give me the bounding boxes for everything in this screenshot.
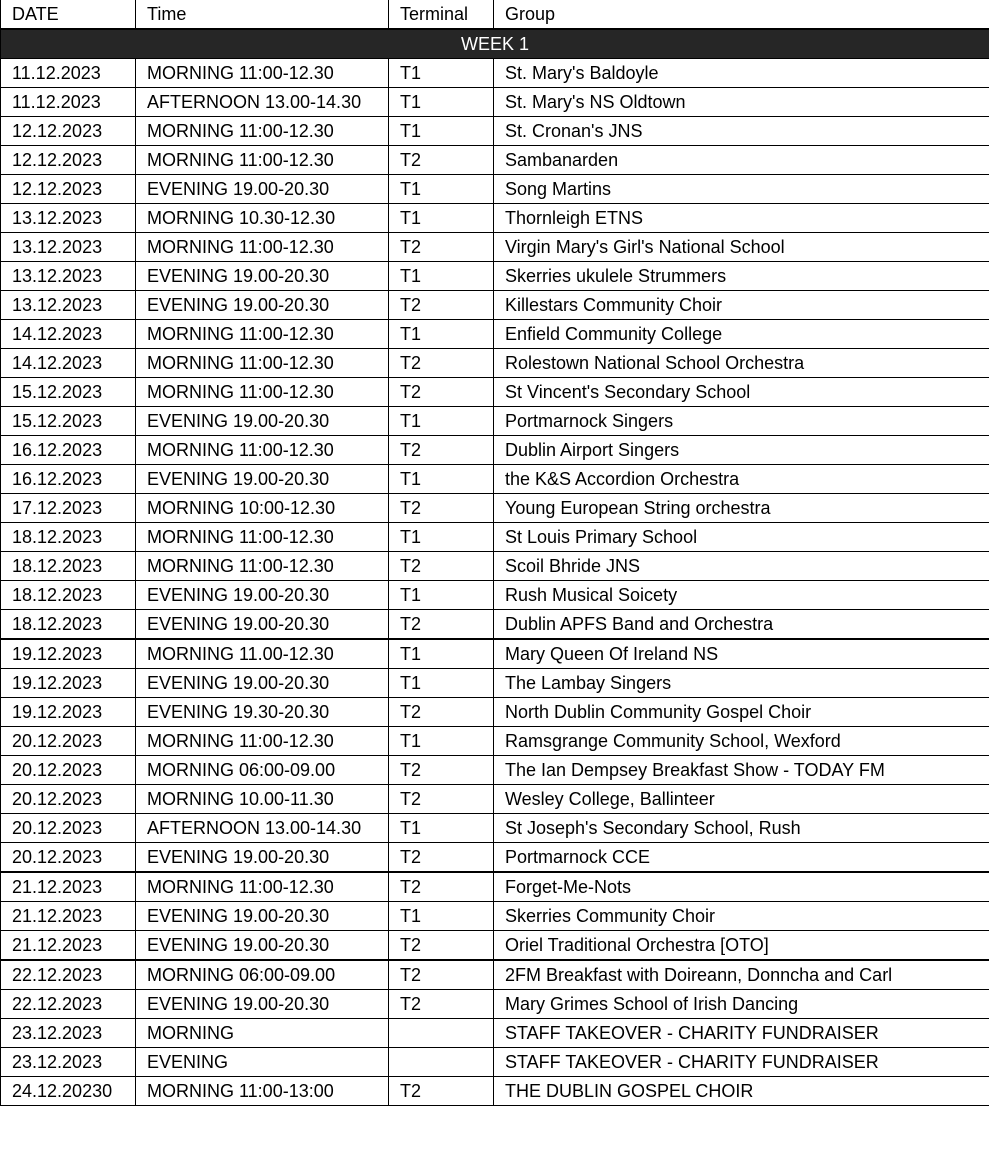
header-terminal: Terminal [389,0,494,29]
cell-date: 17.12.2023 [1,494,136,523]
cell-group: STAFF TAKEOVER - CHARITY FUNDRAISER [494,1048,989,1077]
cell-terminal: T1 [389,523,494,552]
table-row [1,407,989,436]
cell-group: The Lambay Singers [494,669,989,698]
cell-time: EVENING 19.00-20.30 [136,610,389,640]
cell-date: 23.12.2023 [1,1048,136,1077]
cell-date: 22.12.2023 [1,960,136,990]
cell-group: North Dublin Community Gospel Choir [494,698,989,727]
cell-date: 20.12.2023 [1,843,136,873]
cell-group: Oriel Traditional Orchestra [OTO] [494,931,989,961]
week-label: WEEK 1 [1,29,989,59]
cell-terminal: T2 [389,1077,494,1106]
table-row [1,523,989,552]
cell-terminal: T2 [389,378,494,407]
cell-group: The Ian Dempsey Breakfast Show - TODAY FM [494,756,989,785]
cell-time: MORNING 06:00-09.00 [136,756,389,785]
cell-time: EVENING 19.00-20.30 [136,465,389,494]
cell-group: St Louis Primary School [494,523,989,552]
cell-time: EVENING 19.00-20.30 [136,407,389,436]
cell-date: 18.12.2023 [1,523,136,552]
cell-group: Skerries ukulele Strummers [494,262,989,291]
table-row [1,669,989,698]
cell-group: Wesley College, Ballinteer [494,785,989,814]
table-row [1,378,989,407]
cell-group: Dublin APFS Band and Orchestra [494,610,989,640]
cell-terminal: T2 [389,785,494,814]
cell-terminal [389,1019,494,1048]
table-row [1,990,989,1019]
cell-group: Portmarnock CCE [494,843,989,873]
cell-date: 19.12.2023 [1,698,136,727]
cell-group: Killestars Community Choir [494,291,989,320]
cell-terminal: T2 [389,756,494,785]
cell-terminal: T1 [389,175,494,204]
table-row [1,465,989,494]
table-row [1,88,989,117]
table-row [1,436,989,465]
cell-terminal: T2 [389,843,494,873]
cell-time: MORNING 11:00-12.30 [136,872,389,902]
cell-time: EVENING 19.00-20.30 [136,291,389,320]
cell-date: 20.12.2023 [1,814,136,843]
cell-date: 22.12.2023 [1,990,136,1019]
cell-group: St Joseph's Secondary School, Rush [494,814,989,843]
cell-time: MORNING 10.30-12.30 [136,204,389,233]
cell-time: MORNING 11:00-12.30 [136,523,389,552]
cell-group: Virgin Mary's Girl's National School [494,233,989,262]
cell-group: Young European String orchestra [494,494,989,523]
cell-time: MORNING 11:00-12.30 [136,117,389,146]
table-row [1,204,989,233]
table-header [1,0,989,29]
cell-time: MORNING 11:00-12.30 [136,349,389,378]
cell-date: 21.12.2023 [1,902,136,931]
table-row [1,320,989,349]
cell-terminal: T2 [389,436,494,465]
cell-time: MORNING 11.00-12.30 [136,639,389,669]
cell-date: 16.12.2023 [1,465,136,494]
cell-time: AFTERNOON 13.00-14.30 [136,814,389,843]
cell-date: 19.12.2023 [1,669,136,698]
cell-time: MORNING 11:00-12.30 [136,320,389,349]
table-row [1,146,989,175]
table-row [1,872,989,902]
cell-terminal: T1 [389,407,494,436]
cell-time: EVENING 19.00-20.30 [136,262,389,291]
table-row [1,1019,989,1048]
cell-date: 13.12.2023 [1,233,136,262]
cell-terminal: T1 [389,669,494,698]
cell-terminal: T2 [389,233,494,262]
cell-time: EVENING 19.00-20.30 [136,581,389,610]
cell-terminal: T1 [389,88,494,117]
cell-date: 11.12.2023 [1,59,136,88]
cell-group: Thornleigh ETNS [494,204,989,233]
table-row [1,1077,989,1106]
cell-date: 13.12.2023 [1,291,136,320]
week-band-row [1,29,989,59]
table-row [1,639,989,669]
cell-terminal: T2 [389,931,494,961]
table-row [1,117,989,146]
cell-time: EVENING [136,1048,389,1077]
table-row [1,581,989,610]
header-date: DATE [1,0,136,29]
table-row [1,175,989,204]
table-row [1,785,989,814]
cell-date: 14.12.2023 [1,320,136,349]
cell-terminal: T1 [389,117,494,146]
cell-group: Mary Grimes School of Irish Dancing [494,990,989,1019]
cell-group: Forget-Me-Nots [494,872,989,902]
table-row [1,698,989,727]
cell-time: MORNING 11:00-12.30 [136,59,389,88]
cell-terminal: T1 [389,581,494,610]
cell-date: 20.12.2023 [1,727,136,756]
cell-date: 12.12.2023 [1,117,136,146]
table-row [1,291,989,320]
cell-date: 19.12.2023 [1,639,136,669]
cell-time: EVENING 19.00-20.30 [136,902,389,931]
table-row [1,494,989,523]
cell-terminal: T2 [389,698,494,727]
cell-time: EVENING 19.00-20.30 [136,990,389,1019]
cell-group: 2FM Breakfast with Doireann, Donncha and Carl [494,960,989,990]
table-body [1,29,989,1106]
header-row [1,0,989,29]
cell-group: Song Martins [494,175,989,204]
cell-time: EVENING 19.00-20.30 [136,843,389,873]
table-row [1,552,989,581]
table-row [1,233,989,262]
cell-time: MORNING 11:00-12.30 [136,727,389,756]
cell-time: EVENING 19.00-20.30 [136,931,389,961]
cell-date: 11.12.2023 [1,88,136,117]
cell-group: St. Cronan's JNS [494,117,989,146]
cell-group: St. Mary's NS Oldtown [494,88,989,117]
cell-group: THE DUBLIN GOSPEL CHOIR [494,1077,989,1106]
cell-terminal: T1 [389,320,494,349]
table-row [1,349,989,378]
table-row [1,756,989,785]
cell-time: AFTERNOON 13.00-14.30 [136,88,389,117]
cell-group: Sambanarden [494,146,989,175]
table-row [1,610,989,640]
cell-terminal: T1 [389,639,494,669]
cell-date: 18.12.2023 [1,610,136,640]
cell-date: 18.12.2023 [1,581,136,610]
cell-terminal: T1 [389,902,494,931]
cell-date: 15.12.2023 [1,378,136,407]
header-group: Group [494,0,989,29]
table-row [1,814,989,843]
cell-date: 12.12.2023 [1,146,136,175]
cell-date: 20.12.2023 [1,756,136,785]
cell-time: MORNING 06:00-09.00 [136,960,389,990]
cell-group: St Vincent's Secondary School [494,378,989,407]
cell-time: MORNING 10.00-11.30 [136,785,389,814]
cell-group: Skerries Community Choir [494,902,989,931]
cell-terminal: T2 [389,291,494,320]
cell-time: MORNING 11:00-12.30 [136,436,389,465]
cell-group: St. Mary's Baldoyle [494,59,989,88]
cell-date: 24.12.20230 [1,1077,136,1106]
cell-time: MORNING [136,1019,389,1048]
cell-terminal: T2 [389,349,494,378]
table-row [1,960,989,990]
cell-time: MORNING 11:00-13:00 [136,1077,389,1106]
cell-time: EVENING 19.00-20.30 [136,175,389,204]
cell-time: MORNING 10:00-12.30 [136,494,389,523]
cell-terminal: T1 [389,59,494,88]
cell-group: Ramsgrange Community School, Wexford [494,727,989,756]
cell-date: 16.12.2023 [1,436,136,465]
cell-date: 13.12.2023 [1,262,136,291]
table-row [1,59,989,88]
cell-terminal: T1 [389,727,494,756]
cell-terminal: T2 [389,960,494,990]
cell-time: EVENING 19.30-20.30 [136,698,389,727]
cell-terminal: T1 [389,262,494,291]
cell-terminal: T2 [389,494,494,523]
cell-group: Rush Musical Soicety [494,581,989,610]
cell-group: Mary Queen Of Ireland NS [494,639,989,669]
header-time: Time [136,0,389,29]
cell-date: 21.12.2023 [1,931,136,961]
cell-group: Portmarnock Singers [494,407,989,436]
cell-terminal: T1 [389,204,494,233]
cell-terminal: T2 [389,990,494,1019]
cell-terminal: T1 [389,814,494,843]
cell-date: 23.12.2023 [1,1019,136,1048]
cell-terminal [389,1048,494,1077]
cell-group: STAFF TAKEOVER - CHARITY FUNDRAISER [494,1019,989,1048]
cell-group: Enfield Community College [494,320,989,349]
cell-time: MORNING 11:00-12.30 [136,146,389,175]
cell-terminal: T2 [389,552,494,581]
table-row [1,931,989,961]
cell-terminal: T2 [389,610,494,640]
cell-date: 20.12.2023 [1,785,136,814]
cell-date: 12.12.2023 [1,175,136,204]
cell-group: Rolestown National School Orchestra [494,349,989,378]
cell-time: MORNING 11:00-12.30 [136,378,389,407]
cell-terminal: T2 [389,872,494,902]
cell-terminal: T1 [389,465,494,494]
cell-time: EVENING 19.00-20.30 [136,669,389,698]
cell-group: the K&S Accordion Orchestra [494,465,989,494]
cell-date: 18.12.2023 [1,552,136,581]
cell-date: 21.12.2023 [1,872,136,902]
table-row [1,902,989,931]
cell-time: MORNING 11:00-12.30 [136,233,389,262]
cell-terminal: T2 [389,146,494,175]
cell-group: Dublin Airport Singers [494,436,989,465]
table-row [1,727,989,756]
table-row [1,843,989,873]
cell-time: MORNING 11:00-12.30 [136,552,389,581]
table-row [1,1048,989,1077]
cell-group: Scoil Bhride JNS [494,552,989,581]
table-row [1,262,989,291]
cell-date: 13.12.2023 [1,204,136,233]
cell-date: 14.12.2023 [1,349,136,378]
cell-date: 15.12.2023 [1,407,136,436]
